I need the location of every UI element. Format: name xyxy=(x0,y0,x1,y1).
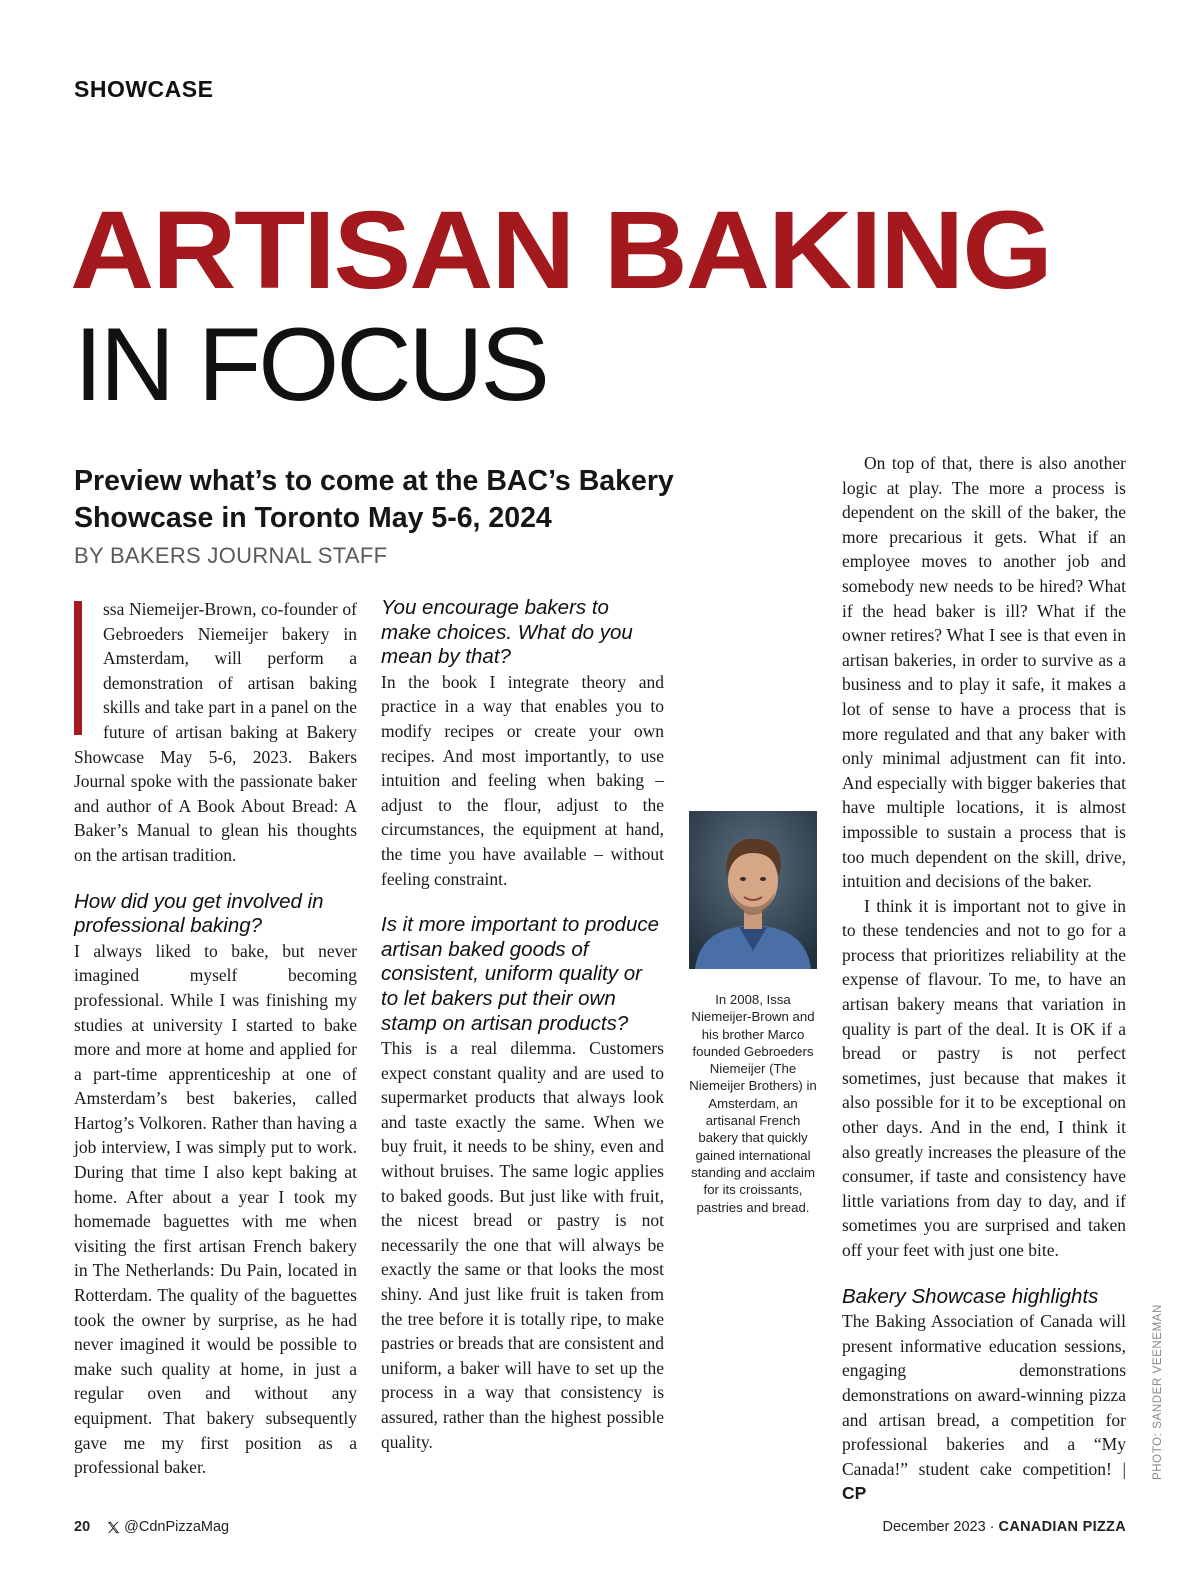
answer-3: This is a real dilemma. Customers expect constant quality and are used to supermarket products that always look and taste exactly the same. When we buy fruit, it needs to be shiny, even and without bruises. The same logic applies to baked goods. But just like with fruit, the nicest bread or pastry is not necessarily the one that will always be exactly the same or that looks the most shiny. And just like fruit is taken from the tree before it is totally ripe, to make pastries or breads that are consistent and uniform, a baker will have to set up the process in a way that consistency is assured, rather than the highest possible quality. xyxy=(381,1038,664,1452)
answer-1: I always liked to bake, but never imagined myself becoming professional. While I was finishing my studies at university I started to bake more and more at home and applied for a part-time apprenticeship at one of Amsterdam’s best bakeries, called Hartog’s Volkoren. Rather than having a job interview, I was simply put to work. During that time I also kept baking at home. After about a year I took my homemade baguettes with me when visiting the first artisan French bakery in The Netherlands: Du Pain, located in Rotterdam. The quality of the baguettes took the owner by surprise, as he had never imagined it would be possible to make such quality at home, in just a regular oven and without any equipment. That bakery subsequently gave me my first position as a professional baker. xyxy=(74,940,357,1478)
magazine-name: CANADIAN PIZZA xyxy=(998,1519,1126,1535)
article-column-1 xyxy=(74,597,357,1480)
x-logo-icon xyxy=(106,1520,121,1535)
question-1: How did you get involved in professional baking? xyxy=(74,889,324,938)
photo-caption: In 2008, Issa Niemeijer-Brown and his brother Marco founded Gebroeders Niemeijer (The Niemeijer Brothers) in Amsterdam, an artisanal French bakery that quickly gained international standing and acclaim for its croissants, pastries and bread. xyxy=(689,992,817,1215)
footer-left xyxy=(74,1519,229,1535)
article-column-3 xyxy=(842,451,1126,1506)
photo-credit: PHOTO: SANDER VEENEMAN xyxy=(1152,1304,1164,1480)
question-3: Is it more important to produce artisan baked goods of consistent, uniform quality or to let bakers put their own stamp on artisan products? xyxy=(381,913,660,1035)
highlights-heading: Bakery Showcase highlights xyxy=(842,1284,1099,1308)
drop-cap-bar xyxy=(74,601,82,735)
end-mark: CP xyxy=(842,1483,867,1504)
highlights-paragraph xyxy=(842,1309,1126,1506)
footer-right xyxy=(882,1519,1126,1535)
col3-paragraph-1: On top of that, there is also another logic at play. The more a process is dependent on the skill of the baker, the more precarious it gets. What if an employee moves to another job and somebody new needs to be hired? What if the head baker is ill? What if the owner retires? What I see is that even in artisan bakeries, in order to survive as a business and to play it safe, it makes a lot of sense to have a process that is more regulated and that any baker with only minimal adjustment can fit into. And especially with bigger bakeries that have multiple locations, it is almost impossible to sustain a process that is too much dependent on the skill, drive, intuition and decisions of the baker. xyxy=(842,453,1126,892)
byline: BY BAKERS JOURNAL STAFF xyxy=(74,543,388,568)
article-column-2 xyxy=(381,596,664,1454)
answer-2: In the book I integrate theory and practice in a way that enables you to modify recipes or create your own recipes. And most importantly, to use intuition and feeling when baking – adjust to the flour, adjust to the circumstances, the equipment at hand, the time you have available – without feeling constraint. xyxy=(381,671,664,889)
headline-line-2: IN FOCUS xyxy=(74,307,547,423)
question-2: You encourage bakers to make choices. What do you mean by that? xyxy=(381,596,633,669)
social-handle-group xyxy=(106,1519,229,1535)
portrait-illustration xyxy=(689,811,817,969)
section-label: SHOWCASE xyxy=(74,76,214,102)
highlights-text: The Baking Association of Canada will present informative education sessions, engaging demonstrations demonstrations on award-winning pizza and artisan bread, a competition for professional bakeries and a “My Canada!” student cake competition! | xyxy=(842,1311,1126,1479)
issue-date: December 2023 · xyxy=(882,1519,999,1535)
article-deck: Preview what’s to come at the BAC’s Bakery Showcase in Toronto May 5-6, 2024 xyxy=(74,465,674,534)
intro-text: ssa Niemeijer-Brown, co-founder of Gebroeders Niemeijer bakery in Amsterdam, will perform a demonstration of artisan baking skills and take part in a panel on the future of artisan baking at Bakery Showcase May 5-6, 2023. Bakers Journal spoke with the passionate baker and author of A Book About Bread: A Baker’s Manual to glean his thoughts on the artisan tradition. xyxy=(74,599,357,865)
headline-line-1: ARTISAN BAKING xyxy=(70,189,1051,312)
page-number: 20 xyxy=(74,1519,91,1535)
social-handle: @CdnPizzaMag xyxy=(124,1519,230,1535)
intro-paragraph xyxy=(74,597,357,868)
portrait-photo xyxy=(689,811,817,969)
col3-paragraph-2: I think it is important not to give in to these tendencies and not to go for a process that prioritizes reliability at the expense of flavour. To me, to have an artisan bakery means that variation in quality is part of the deal. It is OK if a bread or pastry is not perfect sometimes, just because that makes it also possible for it to be exceptional on other days. And in the end, I think it also greatly increases the pleasure of the consumer, if taste and consistency have little variations from day to day, and if sometimes you are surprised and taken off your feet with just one bite. xyxy=(842,895,1126,1260)
